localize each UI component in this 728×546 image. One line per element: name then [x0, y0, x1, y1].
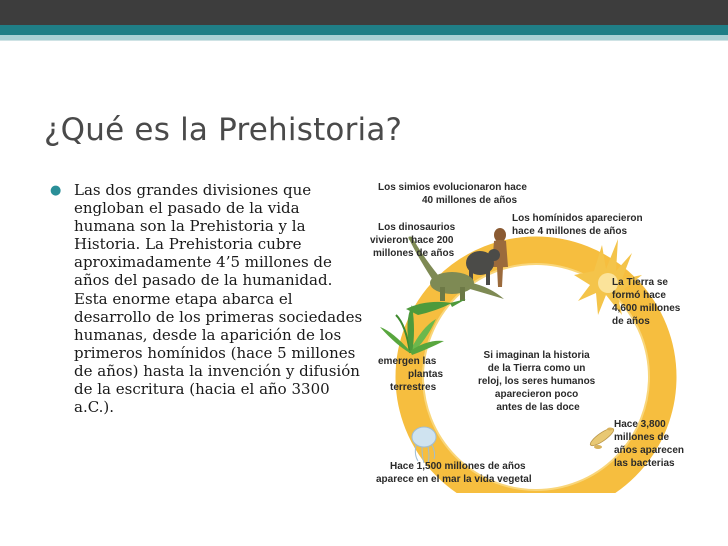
bullet-dot-icon: ●	[50, 183, 62, 198]
top-bar	[0, 0, 728, 25]
teal-stripe	[0, 25, 728, 35]
label-dinosaurios: Los dinosaurios vivieron hace 200 millones de años	[370, 222, 456, 259]
bacteria-icon	[588, 426, 616, 449]
label-vida-vegetal: Hace 1,500 millones de años aparece en el mar la vida vegetal	[376, 461, 532, 485]
label-plantas: emergen las plantas terrestres	[378, 356, 444, 393]
label-hominidos: Los homínidos aparecieron hace 4 millones de años	[512, 213, 643, 237]
earth-clock-diagram	[366, 175, 700, 493]
label-center: Si imaginan la historia de la Tierra como un reloj, los seres humanos aparecieron poco antes de las doce	[477, 350, 596, 413]
bullet-text: Las dos grandes divisiones que engloban el pasado de la vida humana son la Prehistoria y la Historia. La Prehistoria cubre aproximadamente 4’5 millones de años del pasado de la humanidad. Esta enorme etapa abarca el desarrollo de los primeras sociedades humanas, desde la aparición de los primeros homínidos (hace 5 millones de años) hasta la invención y difusión de la escritura (hacia el año 3300 a.C.).	[74, 181, 363, 417]
slide-title: ¿Qué es la Prehistoria?	[44, 112, 403, 148]
label-tierra: La Tierra se formó hace 4,600 millones de años	[612, 277, 681, 327]
divider-line	[0, 40, 728, 41]
label-simios: Los simios evolucionaron hace 40 millones de años	[378, 182, 527, 206]
label-bacterias: Hace 3,800 millones de años aparecen las bacterias	[614, 419, 685, 469]
